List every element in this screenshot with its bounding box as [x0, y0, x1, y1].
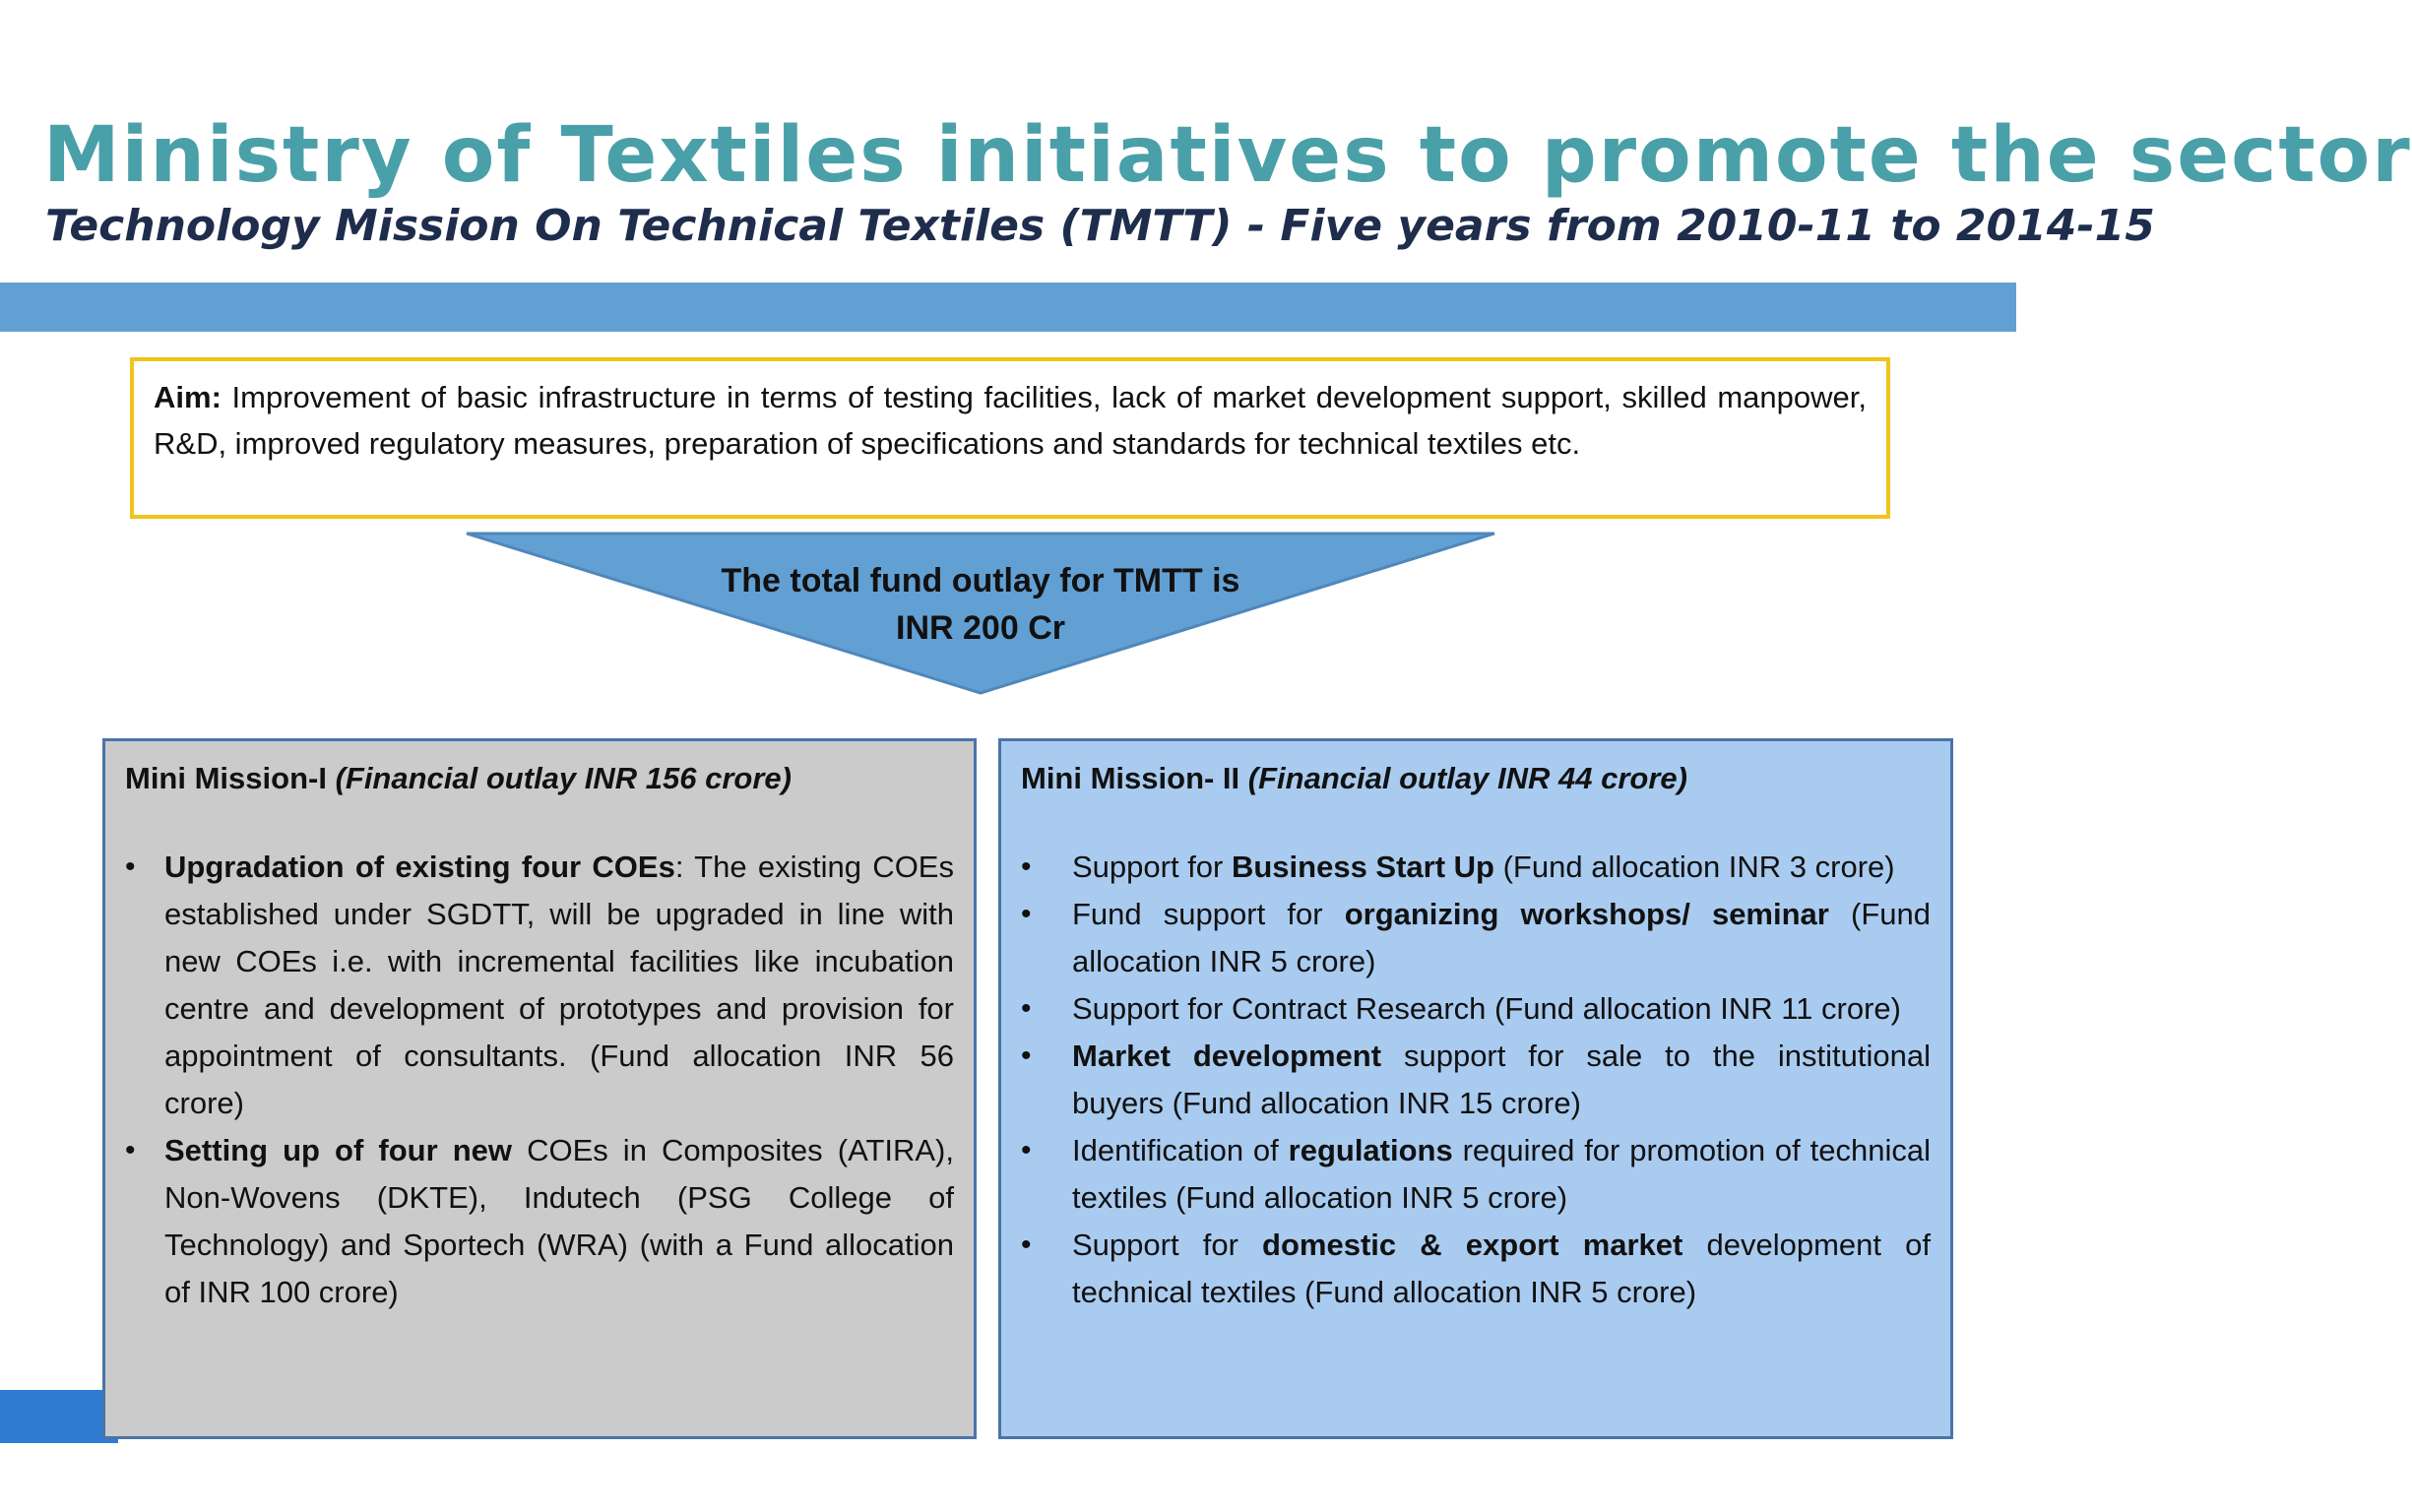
- slide-subtitle: Technology Mission On Technical Textiles (TMTT) - Five years from 2010-11 to 2014-15: [45, 201, 2155, 251]
- item-post: development of technical textiles (Fund allocation INR 5 crore): [1072, 1228, 1932, 1309]
- mini-mission-2-title: Mini Mission- II: [1021, 761, 1240, 795]
- item-bold: Market development: [1072, 1039, 1382, 1073]
- item-pre: Identification of: [1072, 1133, 1289, 1167]
- bullet-icon: •: [1021, 850, 1032, 883]
- list-item: [1021, 1127, 1931, 1222]
- aim-box: [130, 357, 1890, 519]
- item-post: required for promotion of technical textiles (Fund allocation INR 5 crore): [1072, 1133, 1931, 1215]
- list-item: [1021, 985, 1931, 1033]
- mini-mission-1-title: Mini Mission-I: [125, 761, 327, 795]
- bullet-icon: •: [125, 850, 136, 883]
- slide-title: Ministry of Textiles initiatives to promote the sector: [43, 111, 2412, 200]
- item-bold: Business Start Up: [1231, 850, 1494, 884]
- mini-mission-1-list: [125, 844, 954, 1316]
- item-pre: Fund support for: [1072, 897, 1345, 931]
- fund-outlay-line2: INR 200 Cr: [896, 609, 1065, 647]
- mini-mission-1-heading: [125, 759, 954, 798]
- item-bold: Upgradation of existing four COEs: [164, 850, 675, 884]
- mini-mission-2-outlay: (Financial outlay INR 44 crore): [1247, 761, 1687, 795]
- list-item: [125, 844, 954, 1127]
- item-post: (Fund allocation INR 5 crore): [1072, 897, 1931, 978]
- item-bold: organizing workshops/ seminar: [1344, 897, 1829, 931]
- mini-mission-1-panel: [102, 738, 977, 1439]
- mini-mission-2-panel: [998, 738, 1953, 1439]
- item-text: : The existing COEs established under SGDTT, will be upgraded in line with new COEs i.e. with incremental facilities like incubation centre and development of prototypes and provision for appointment of consultants. (Fund allocation INR 56 crore): [164, 850, 954, 1120]
- list-item: [1021, 1033, 1931, 1127]
- item-post: (Fund allocation INR 3 crore): [1494, 850, 1895, 884]
- bullet-icon: •: [1021, 1134, 1032, 1166]
- item-bold: domestic & export market: [1262, 1228, 1683, 1262]
- item-pre: Support for Contract Research (Fund allocation INR 11 crore): [1072, 991, 1901, 1026]
- bullet-icon: •: [125, 1134, 136, 1166]
- header-band: [0, 283, 2016, 332]
- item-text: COEs in Composites (ATIRA), Non-Wovens (DKTE), Indutech (PSG College of Technology) and Sportech (WRA) (with a Fund allocation of INR 100 crore): [164, 1133, 954, 1309]
- item-post: support for sale to the institutional buyers (Fund allocation INR 15 crore): [1072, 1039, 1931, 1120]
- aim-label: Aim:: [154, 380, 222, 414]
- mini-mission-1-outlay: (Financial outlay INR 156 crore): [335, 761, 792, 795]
- mini-mission-2-list: [1021, 844, 1931, 1316]
- bullet-icon: •: [1021, 898, 1032, 930]
- item-bold: Setting up of four new: [164, 1133, 512, 1167]
- item-pre: Support for: [1072, 850, 1232, 884]
- mini-mission-2-heading: [1021, 759, 1931, 798]
- fund-outlay-line1: The total fund outlay for TMTT is: [721, 562, 1240, 599]
- bullet-icon: •: [1021, 992, 1032, 1025]
- bullet-icon: •: [1021, 1228, 1032, 1261]
- bullet-icon: •: [1021, 1040, 1032, 1072]
- list-item: [1021, 1222, 1931, 1316]
- item-bold: regulations: [1288, 1133, 1453, 1167]
- item-pre: Support for: [1072, 1228, 1263, 1262]
- left-accent-bar: [0, 1390, 118, 1443]
- aim-text: Improvement of basic infrastructure in terms of testing facilities, lack of market development support, skilled manpower, R&D, improved regulatory measures, preparation of specifications and standards for technical textiles etc.: [154, 380, 1867, 461]
- list-item: [1021, 844, 1931, 891]
- fund-outlay-text: [610, 557, 1351, 652]
- list-item: [1021, 891, 1931, 985]
- list-item: [125, 1127, 954, 1316]
